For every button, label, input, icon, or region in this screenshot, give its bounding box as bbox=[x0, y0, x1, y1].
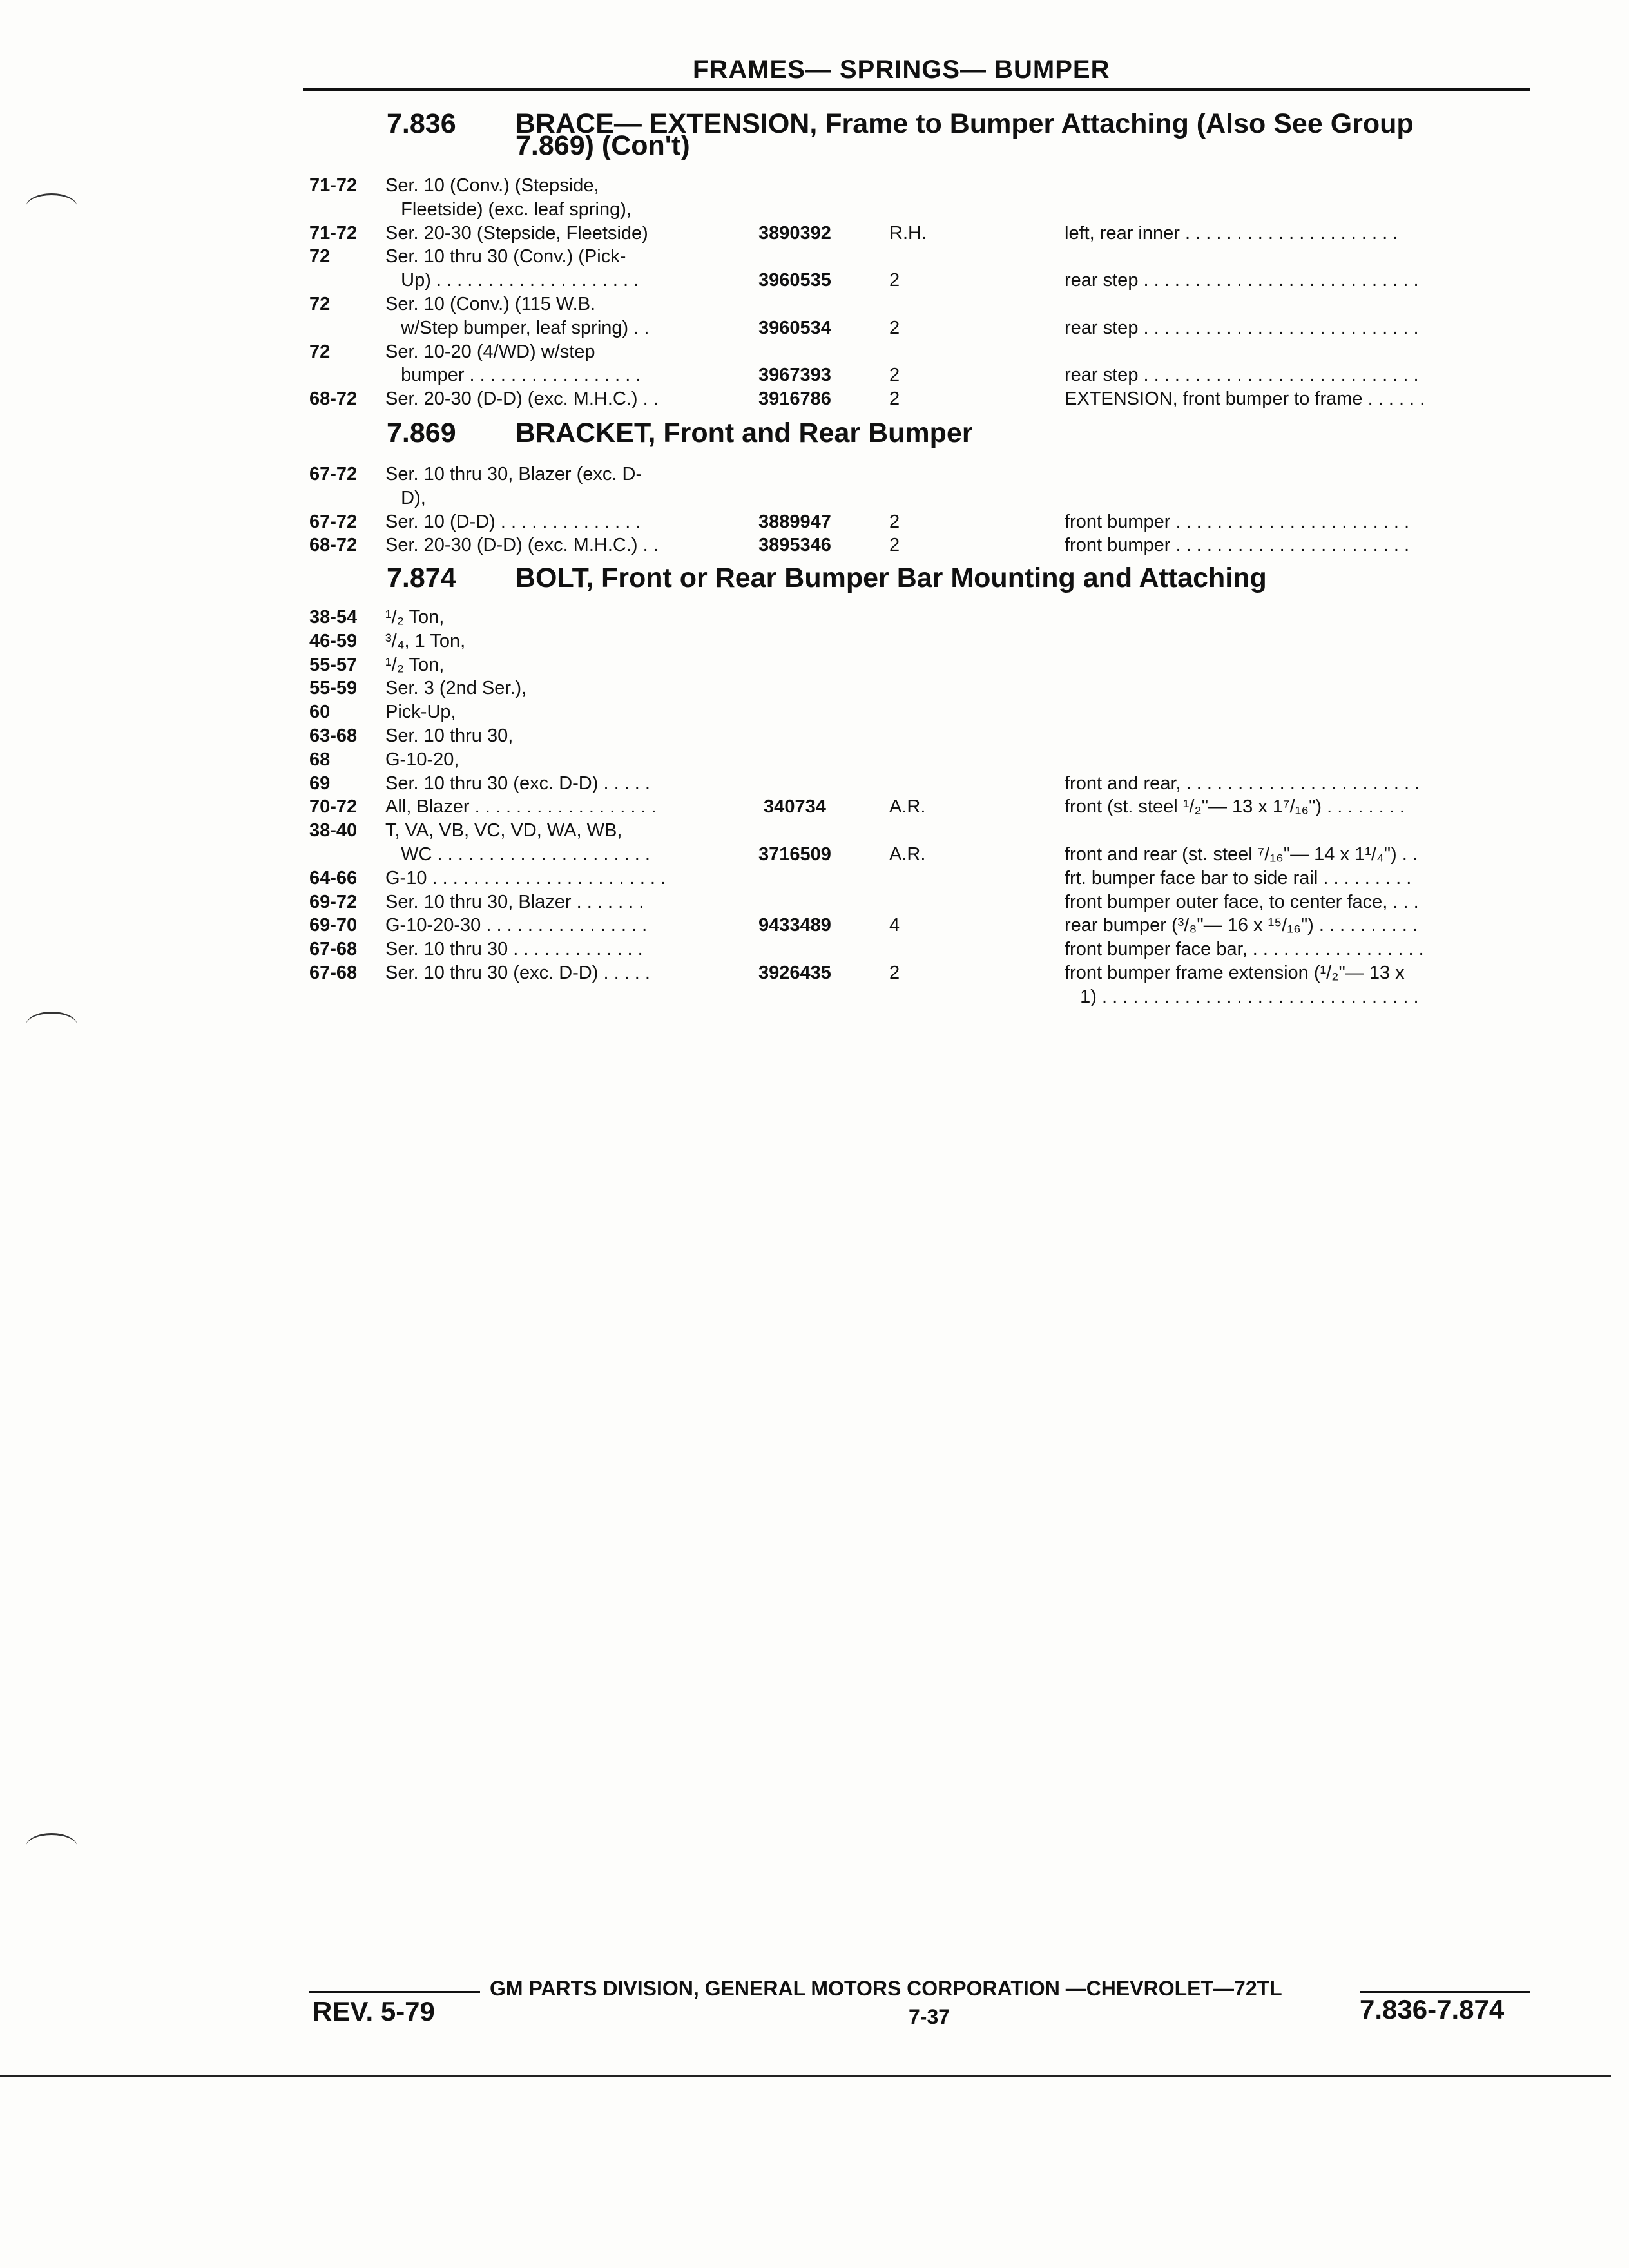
page-number: 7-37 bbox=[909, 2005, 950, 2028]
model-years: 55-59 bbox=[309, 678, 358, 699]
description: Ser. 20-30 (Stepside, Fleetside) bbox=[385, 222, 648, 244]
model-years: 69-70 bbox=[309, 915, 358, 936]
section-title-line: BRACE— EXTENSION, Frame to Bumper Attaching (Also See Group bbox=[516, 108, 1414, 139]
description: Ser. 10 thru 30, Blazer . . . . . . . bbox=[385, 891, 644, 912]
description: Ser. 10 (Conv.) (Stepside, bbox=[385, 175, 599, 196]
section-title-line: BOLT, Front or Rear Bumper Bar Mounting and Attaching bbox=[516, 562, 1267, 593]
remark: front and rear, . . . . . . . . . . . . . . . . . . . . . . . bbox=[1065, 773, 1420, 794]
header-rule bbox=[303, 88, 1530, 91]
quantity: A.R. bbox=[889, 844, 926, 865]
bottom-rule bbox=[0, 2075, 1611, 2077]
model-years: 38-54 bbox=[309, 607, 358, 628]
model-years: 69 bbox=[309, 773, 331, 794]
section-title bbox=[516, 564, 1495, 592]
quantity: 2 bbox=[889, 389, 900, 410]
description: Up) . . . . . . . . . . . . . . . . . . . . bbox=[385, 270, 639, 291]
remark: front (st. steel ¹/₂"— 13 x 1⁷/₁₆") . . . . . . . . bbox=[1065, 796, 1405, 818]
remark: rear step . . . . . . . . . . . . . . . . . . . . . . . . . . . bbox=[1065, 365, 1419, 386]
description: G-10 . . . . . . . . . . . . . . . . . . . . . . . bbox=[385, 867, 666, 889]
section-number: 7.874 bbox=[387, 562, 456, 593]
section-number: 7.836 bbox=[387, 108, 456, 139]
model-years: 60 bbox=[309, 702, 331, 723]
description: Ser. 10 (Conv.) (115 W.B. bbox=[385, 294, 596, 314]
group-range: 7.836-7.874 bbox=[1360, 1994, 1505, 2024]
part-number: 3895346 bbox=[758, 535, 831, 556]
description: WC . . . . . . . . . . . . . . . . . . . . . bbox=[385, 844, 650, 865]
description: G-10-20, bbox=[385, 749, 459, 770]
quantity: A.R. bbox=[889, 796, 926, 818]
quantity: R.H. bbox=[889, 222, 927, 244]
model-years: 69-72 bbox=[309, 891, 358, 912]
description: All, Blazer . . . . . . . . . . . . . . . . . . bbox=[385, 796, 657, 818]
description: Ser. 10 thru 30 . . . . . . . . . . . . . bbox=[385, 939, 643, 960]
part-number: 3967393 bbox=[758, 365, 831, 386]
punch-hole-mark bbox=[26, 193, 77, 221]
remark: EXTENSION, front bumper to frame . . . . . . bbox=[1065, 389, 1425, 410]
model-years: 64-66 bbox=[309, 867, 358, 889]
section-number: 7.869 bbox=[387, 418, 456, 448]
part-number: 3716509 bbox=[758, 844, 831, 865]
description: Fleetside) (exc. leaf spring), bbox=[385, 198, 631, 220]
model-years: 55-57 bbox=[309, 654, 358, 675]
quantity: 2 bbox=[889, 270, 900, 291]
description: Ser. 10 thru 30 (exc. D-D) . . . . . bbox=[385, 773, 650, 794]
revision-label: REV. 5-79 bbox=[313, 1996, 435, 2026]
model-years: 72 bbox=[309, 294, 331, 314]
model-years: 67-72 bbox=[309, 464, 358, 485]
description: Ser. 10-20 (4/WD) w/step bbox=[385, 341, 595, 362]
description: ¹/₂ Ton, bbox=[385, 607, 445, 628]
model-years: 72 bbox=[309, 246, 331, 267]
remark: front bumper . . . . . . . . . . . . . . . . . . . . . . . bbox=[1065, 535, 1410, 556]
description: Pick-Up, bbox=[385, 702, 456, 723]
description: Ser. 10 thru 30 (Conv.) (Pick- bbox=[385, 246, 626, 267]
remark: front bumper frame extension (¹/₂"— 13 x bbox=[1065, 963, 1405, 983]
remark: rear step . . . . . . . . . . . . . . . . . . . . . . . . . . . bbox=[1065, 270, 1419, 291]
model-years: 67-72 bbox=[309, 511, 358, 532]
part-number: 3926435 bbox=[758, 963, 831, 983]
remark: front bumper . . . . . . . . . . . . . . . . . . . . . . . bbox=[1065, 511, 1410, 532]
quantity: 4 bbox=[889, 915, 900, 936]
model-years: 71-72 bbox=[309, 222, 358, 244]
remark: left, rear inner . . . . . . . . . . . . . . . . . . . . . bbox=[1065, 222, 1398, 244]
description: ¹/₂ Ton, bbox=[385, 654, 445, 675]
description: Ser. 10 thru 30, bbox=[385, 726, 514, 746]
remark: front and rear (st. steel ⁷/₁₆"— 14 x 1¹/₄") . . bbox=[1065, 844, 1418, 865]
model-years: 46-59 bbox=[309, 630, 358, 651]
description: T, VA, VB, VC, VD, WA, WB, bbox=[385, 820, 622, 841]
part-number: 9433489 bbox=[758, 915, 831, 936]
model-years: 68-72 bbox=[309, 535, 358, 556]
description: D), bbox=[385, 487, 426, 508]
remark: frt. bumper face bar to side rail . . . . . . . . . bbox=[1065, 867, 1412, 889]
model-years: 72 bbox=[309, 341, 331, 362]
model-years: 68-72 bbox=[309, 389, 358, 410]
part-number: 3916786 bbox=[758, 389, 831, 410]
description: G-10-20-30 . . . . . . . . . . . . . . . . bbox=[385, 915, 648, 936]
description: Ser. 10 thru 30, Blazer (exc. D- bbox=[385, 464, 642, 485]
part-number: 3889947 bbox=[758, 511, 831, 532]
remark: front bumper outer face, to center face, . . . bbox=[1065, 891, 1419, 912]
model-years: 68 bbox=[309, 749, 331, 770]
description: Ser. 3 (2nd Ser.), bbox=[385, 678, 527, 699]
quantity: 2 bbox=[889, 511, 900, 532]
model-years: 70-72 bbox=[309, 796, 358, 818]
remark: front bumper face bar, . . . . . . . . . . . . . . . . . bbox=[1065, 939, 1424, 960]
part-number: 3960535 bbox=[758, 270, 831, 291]
remark: rear step . . . . . . . . . . . . . . . . . . . . . . . . . . . bbox=[1065, 317, 1419, 338]
remark: 1) . . . . . . . . . . . . . . . . . . . . . . . . . . . . . . . bbox=[1065, 986, 1419, 1007]
model-years: 38-40 bbox=[309, 820, 358, 841]
section-title-line: BRACKET, Front and Rear Bumper bbox=[516, 418, 973, 448]
description: w/Step bumper, leaf spring) . . bbox=[385, 317, 650, 338]
section-title bbox=[516, 110, 1495, 160]
model-years: 67-68 bbox=[309, 963, 358, 983]
punch-hole-mark bbox=[26, 1833, 77, 1861]
footer-rule-left bbox=[309, 1991, 480, 1993]
page-title: FRAMES— SPRINGS— BUMPER bbox=[693, 55, 1110, 84]
quantity: 2 bbox=[889, 317, 900, 338]
quantity: 2 bbox=[889, 535, 900, 556]
remark: rear bumper (³/₈"— 16 x ¹⁵/₁₆") . . . . . . . . . . bbox=[1065, 915, 1418, 936]
description: Ser. 10 thru 30 (exc. D-D) . . . . . bbox=[385, 963, 650, 983]
quantity: 2 bbox=[889, 365, 900, 386]
footer-rule-right bbox=[1360, 1991, 1530, 1993]
part-number: 3890392 bbox=[758, 222, 831, 244]
section-title bbox=[516, 419, 1495, 447]
description: Ser. 20-30 (D-D) (exc. M.H.C.) . . bbox=[385, 535, 659, 556]
section-title-line: 7.869) (Con't) bbox=[516, 130, 690, 161]
description: Ser. 10 (D-D) . . . . . . . . . . . . . . bbox=[385, 511, 641, 532]
quantity: 2 bbox=[889, 963, 900, 983]
description: bumper . . . . . . . . . . . . . . . . . bbox=[385, 365, 641, 386]
model-years: 67-68 bbox=[309, 939, 358, 960]
model-years: 63-68 bbox=[309, 726, 358, 746]
part-number: 340734 bbox=[758, 796, 826, 818]
footer-publisher: GM PARTS DIVISION, GENERAL MOTORS CORPORATION —CHEVROLET—72TL bbox=[490, 1977, 1282, 2000]
model-years: 71-72 bbox=[309, 175, 358, 196]
description: ³/₄, 1 Ton, bbox=[385, 630, 466, 651]
punch-hole-mark bbox=[26, 1012, 77, 1039]
part-number: 3960534 bbox=[758, 317, 831, 338]
description: Ser. 20-30 (D-D) (exc. M.H.C.) . . bbox=[385, 389, 659, 410]
